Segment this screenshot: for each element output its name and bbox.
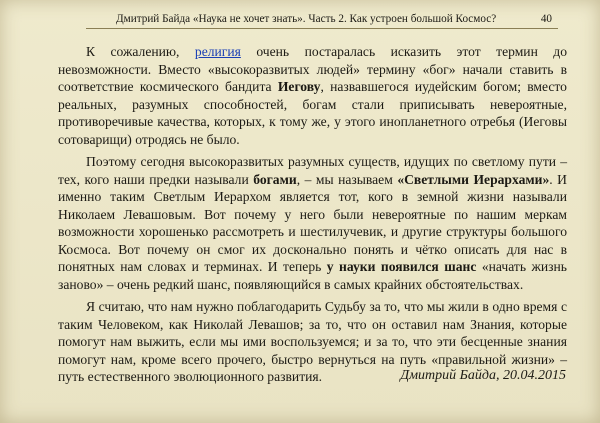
bold-term: у науки появился шанс — [326, 259, 477, 274]
text-run: , назвавшегося иудейским богом; вместо реальных, разумных способностей, богам стали приписывать невероятные, противоречивые качества, которых, к тому же, у этого инопланетного отребья (Иеговы сотоварищи) отродясь не было. — [58, 79, 567, 147]
paragraph-1 — [58, 43, 567, 148]
text-run: , – мы называем — [296, 171, 398, 187]
text-run: Поэтому сегодня высокоразвитых разумных существ, идущих по светлому пути – тех, кого наши предки называли — [58, 154, 567, 187]
bold-term: Иегову — [277, 79, 321, 94]
text-run: . И именно таким Светлым Иерархом является тот, кого в земной жизни называли Николаем Левашовым. Вот почему у него были невероятные по нашим меркам возможности хорошенько рассмотреть и шестилучевик, и другие структуры большого Космоса. Вот почему он смог их досконально понять и чётко описать для нас в понятных нам словах и терминах. И теперь — [58, 171, 568, 274]
text-run: очень постаралась исказить этот термин до невозможности. Вместо «высокоразвитых людей» термину «бог» начали ставить в соответствие космического бандита — [58, 44, 568, 94]
paragraph-2 — [58, 153, 567, 293]
text-run: Я считаю, что нам нужно поблагодарить Судьбу за то, что мы жили в одно время с таким Человеком, как Николай Левашов; за то, что он оставил нам Знания, которые помогут нам выжить, если мы ими воспользуемся; и за то, что эти бесценные знания помогут нам, кроме всего прочего, быстро вернуться на путь «правильной жизни» – путь естественного эволюционного развития. — [58, 299, 567, 384]
bold-term: богами — [253, 171, 297, 187]
religion-link[interactable]: религия — [194, 44, 241, 59]
running-header — [86, 10, 558, 29]
bold-term: «Светлыми Иерархами» — [397, 171, 550, 187]
page-number: 40 — [540, 13, 552, 25]
text-run: К сожалению, — [86, 44, 195, 59]
text-run: «начать жизнь заново» – очень редкий шанс, появляющийся в самых крайних обстоятельствах. — [58, 259, 567, 292]
header-title: Дмитрий Байда «Наука не хочет знать». Часть 2. Как устроен большой Космос? — [116, 13, 497, 25]
author-signature: Дмитрий Байда, 20.04.2015 — [400, 368, 566, 383]
body-text — [58, 43, 567, 386]
